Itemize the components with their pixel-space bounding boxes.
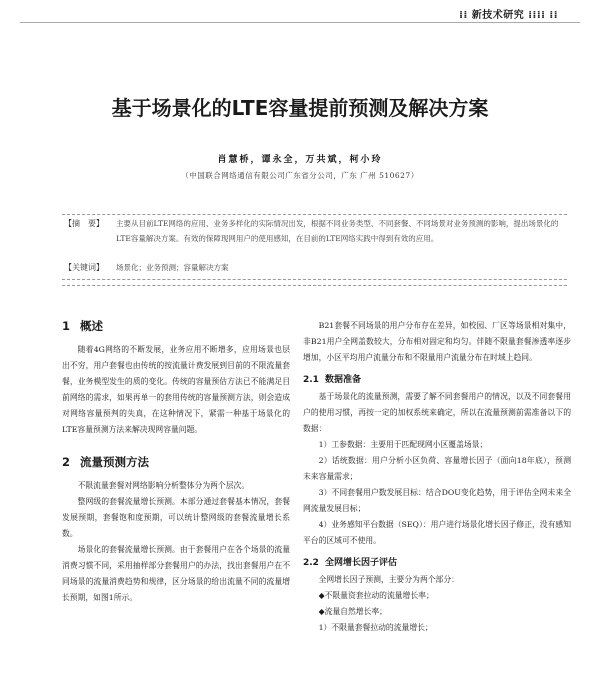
article-title: 基于场景化的LTE容量提前预测及解决方案 xyxy=(111,96,489,120)
subsection-number: 2.2 xyxy=(303,558,319,568)
paragraph: 全网增长因子预测，主要分为两个部分： xyxy=(318,575,459,584)
section-heading xyxy=(62,454,290,470)
right-column xyxy=(303,318,571,636)
section-title: 概述 xyxy=(80,319,104,333)
paragraph: 基于场景化的流量预测，需要了解不同套餐用户的情况，以及不同套餐用户的使用习惯，再按一定的加权系统来确定，所以在流量预测前需准备以下的数据： xyxy=(303,392,571,433)
subsection-heading xyxy=(303,555,571,568)
paragraph: 随着4G网络的不断发展，业务应用不断增多，应用场景也层出不穷，用户套餐也由传统的按流量计费发展到目前的不限流量套餐，业务模型发生的质的变化。传统的容量预估方法已不能满足目前网络的需求，如果再单一的套用传统的容量预测方法，则会造成对网络容量预判的失真，在这种情况下，紧需一种基于场景化的LTE容量预测方法来解决现网容量问题。 xyxy=(62,345,290,434)
section-heading xyxy=(62,318,290,334)
section-number: 1 xyxy=(62,319,71,333)
subsection-title: 全网增长因子评估 xyxy=(324,558,397,568)
subsection-number: 2.1 xyxy=(303,375,319,385)
paragraph: 2）话统数据：用户分析小区负荷、容量增长因子（面向18年底），预测未来容量需求； xyxy=(303,456,571,481)
article-authors: 肖慧桥，谭永全，万共斌，柯小玲 xyxy=(217,155,383,165)
paragraph: 3）不同套餐用户数发展目标：结合DOU变化趋势，用于评估全网未来全网流量发展目标； xyxy=(303,488,571,513)
paragraph: 4）业务感知平台数据（SEQ）：用户进行场景化增长因子修正，没有感知平台的区域可不使用。 xyxy=(303,520,571,545)
header-divider xyxy=(20,22,580,23)
keywords-divider xyxy=(62,285,567,286)
section-title: 流量预测方法 xyxy=(80,455,150,469)
abstract-label: 【摘 要】 xyxy=(64,219,104,228)
paragraph: 1）工参数据：主要用于匹配现网小区覆盖场景； xyxy=(318,440,488,449)
article-affiliation: （中国联合网络通信有限公司广东省分公司，广东 广州 510627） xyxy=(181,171,419,180)
keywords-text: 场景化；业务预测；容量解决方案 xyxy=(116,263,229,272)
subsection-heading xyxy=(303,372,571,385)
subsection-title: 数据准备 xyxy=(324,375,361,385)
paragraph: ◆流量自然增长率； xyxy=(318,607,387,616)
paragraph: ◆不限量资套拉动的流量增长率； xyxy=(318,591,434,600)
abstract-text: 主要从目前LTE网络的应用、业务多样化的实际情况出发，根据不同业务类型、不同套餐、不同场景对业务预测的影响，提出场景化的LTE容量解决方案。有效的保障现网用户的使用感知，在目前的LTE网络实践中得到有效的应用。 xyxy=(116,219,559,243)
paragraph: 1）不限量套餐拉动的流量增长； xyxy=(318,623,433,632)
paragraph: 整网级的套餐流量增长预测。本部分通过套餐基本情况，套餐发展预期，套餐饱和度预期，可以统计整网级的套餐流量增长系数。 xyxy=(62,497,290,538)
paragraph: 不限流量套餐对网络影响分析整体分为两个层次。 xyxy=(77,481,250,490)
paragraph: B21套餐不同场景的用户分布存在差异，如校园、厂区等场景相对集中，非B21用户全网盖数较大，分布相对固定和均匀。伴随不限量套餐渗透率逐步增加，小区平均用户流量分布和不限量用户流量分布在时域上趋同。 xyxy=(303,321,571,362)
left-column xyxy=(62,318,290,606)
paragraph: 场景化的套餐流量增长预测。由于套餐用户在各个场景的流量消费习惯不同，采用抽样部分套餐用户的办法，找出套餐用户在不同场景的流量消费趋势和规律，区分场景的给出流量不同的流量增长预期，如图1所示。 xyxy=(62,545,290,602)
section-number: 2 xyxy=(62,455,71,469)
keywords-label: 【关键词】 xyxy=(64,263,104,272)
journal-section-label: ⁞⁞ 新技术研究 ⁞⁞⁞⁞ ⁞⁞ xyxy=(459,10,558,21)
